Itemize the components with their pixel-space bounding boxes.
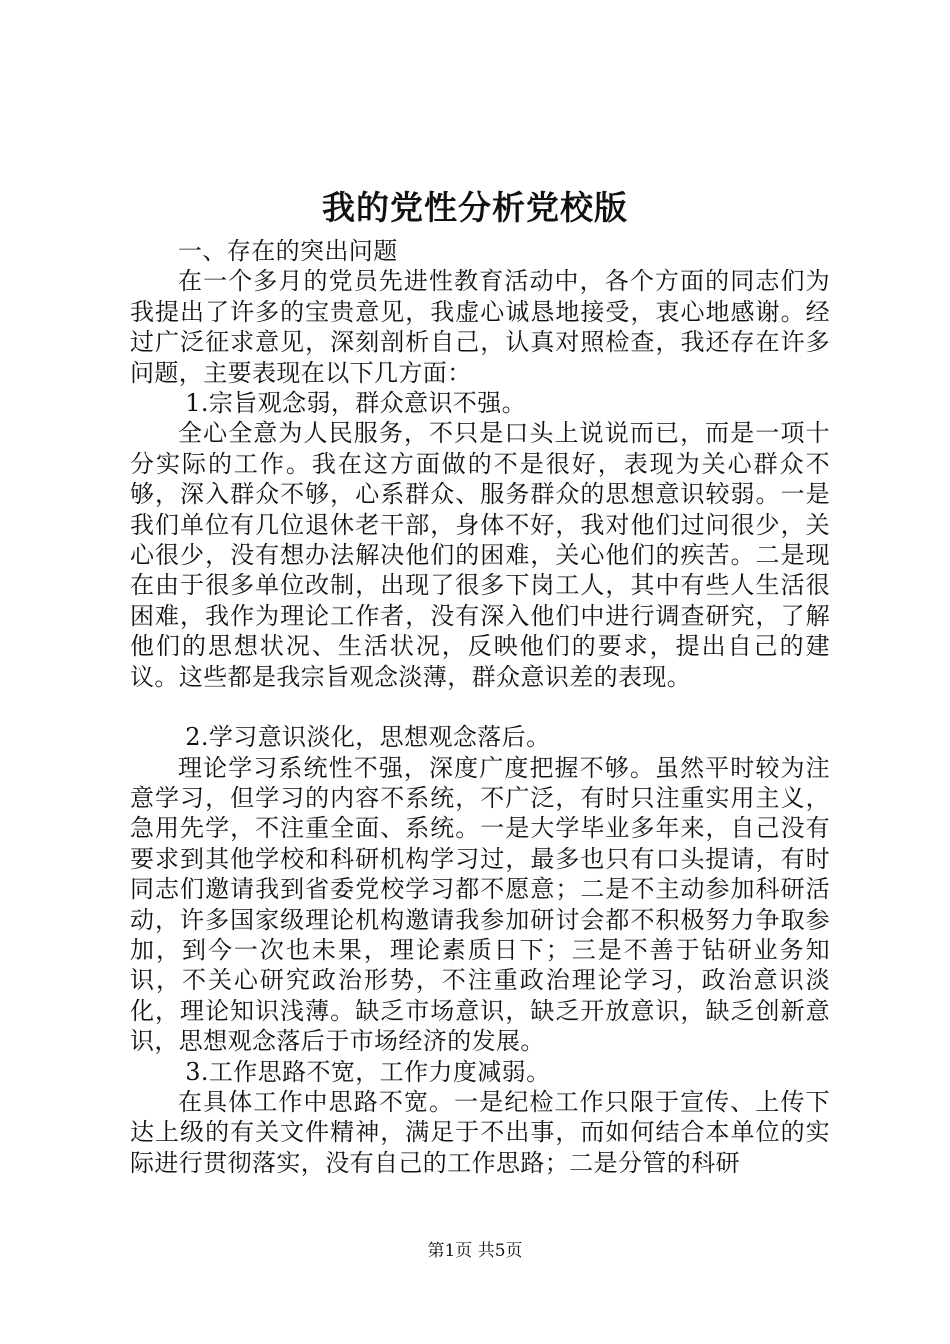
body-paragraph: 在一个多月的党员先进性教育活动中，各个方面的同志们为我提出了许多的宝贵意见，我虚心诚恳地接受，衷心地感谢。经过广泛征求意见，深刻剖析自己，认真对照检查，我还存在许多问题，主要表现在以下几方面： [130,267,830,387]
subsection-heading: 1.宗旨观念弱，群众意识不强。 [185,389,527,418]
body-paragraph: 全心全意为人民服务，不只是口头上说说而已，而是一项十分实际的工作。我在这方面做的不是很好，表现为关心群众不够，深入群众不够，心系群众、服务群众的思想意识较弱。一是我们单位有几位退休老干部，身体不好，我对他们过问很少，关心很少，没有想办法解决他们的困难，关心他们的疾苦。二是现在由于很多单位改制，出现了很多下岗工人，其中有些人生活很困难，我作为理论工作者，没有深入他们中进行调查研究，了解他们的思想状况、生活状况，反映他们的要求，提出自己的建议。这些都是我宗旨观念淡薄，群众意识差的表现。 [130,419,830,691]
body-paragraph: 理论学习系统性不强，深度广度把握不够。虽然平时较为注意学习，但学习的内容不系统，不广泛，有时只注重实用主义，急用先学，不注重全面、系统。一是大学毕业多年来，自己没有要求到其他学校和科研机构学习过，最多也只有口头提请，有时同志们邀请我到省委党校学习都不愿意；二是不主动参加科研活动，许多国家级理论机构邀请我参加研讨会都不积极努力争取参加，到今一次也未果，理论素质日下；三是不善于钻研业务知识，不关心研究政治形势，不注重政治理论学习，政治意识淡化，理论知识浅薄。缺乏市场意识，缺乏开放意识，缺乏创新意识，思想观念落后于市场经济的发展。 [130,753,830,1056]
body-paragraph: 在具体工作中思路不宽。一是纪检工作只限于宣传、上传下达上级的有关文件精神，满足于不出事，而如何结合本单位的实际进行贯彻落实，没有自己的工作思路；二是分管的科研 [130,1087,830,1177]
subsection-heading: 2.学习意识淡化，思想观念落后。 [185,723,551,752]
document-body [130,236,830,1178]
subsection-heading: 3.工作思路不宽，工作力度减弱。 [185,1057,551,1086]
section-heading: 一、存在的突出问题 [178,237,398,265]
document-title: 我的党性分析党校版 [322,188,628,227]
page-footer: 第1页 共5页 [427,1241,523,1261]
